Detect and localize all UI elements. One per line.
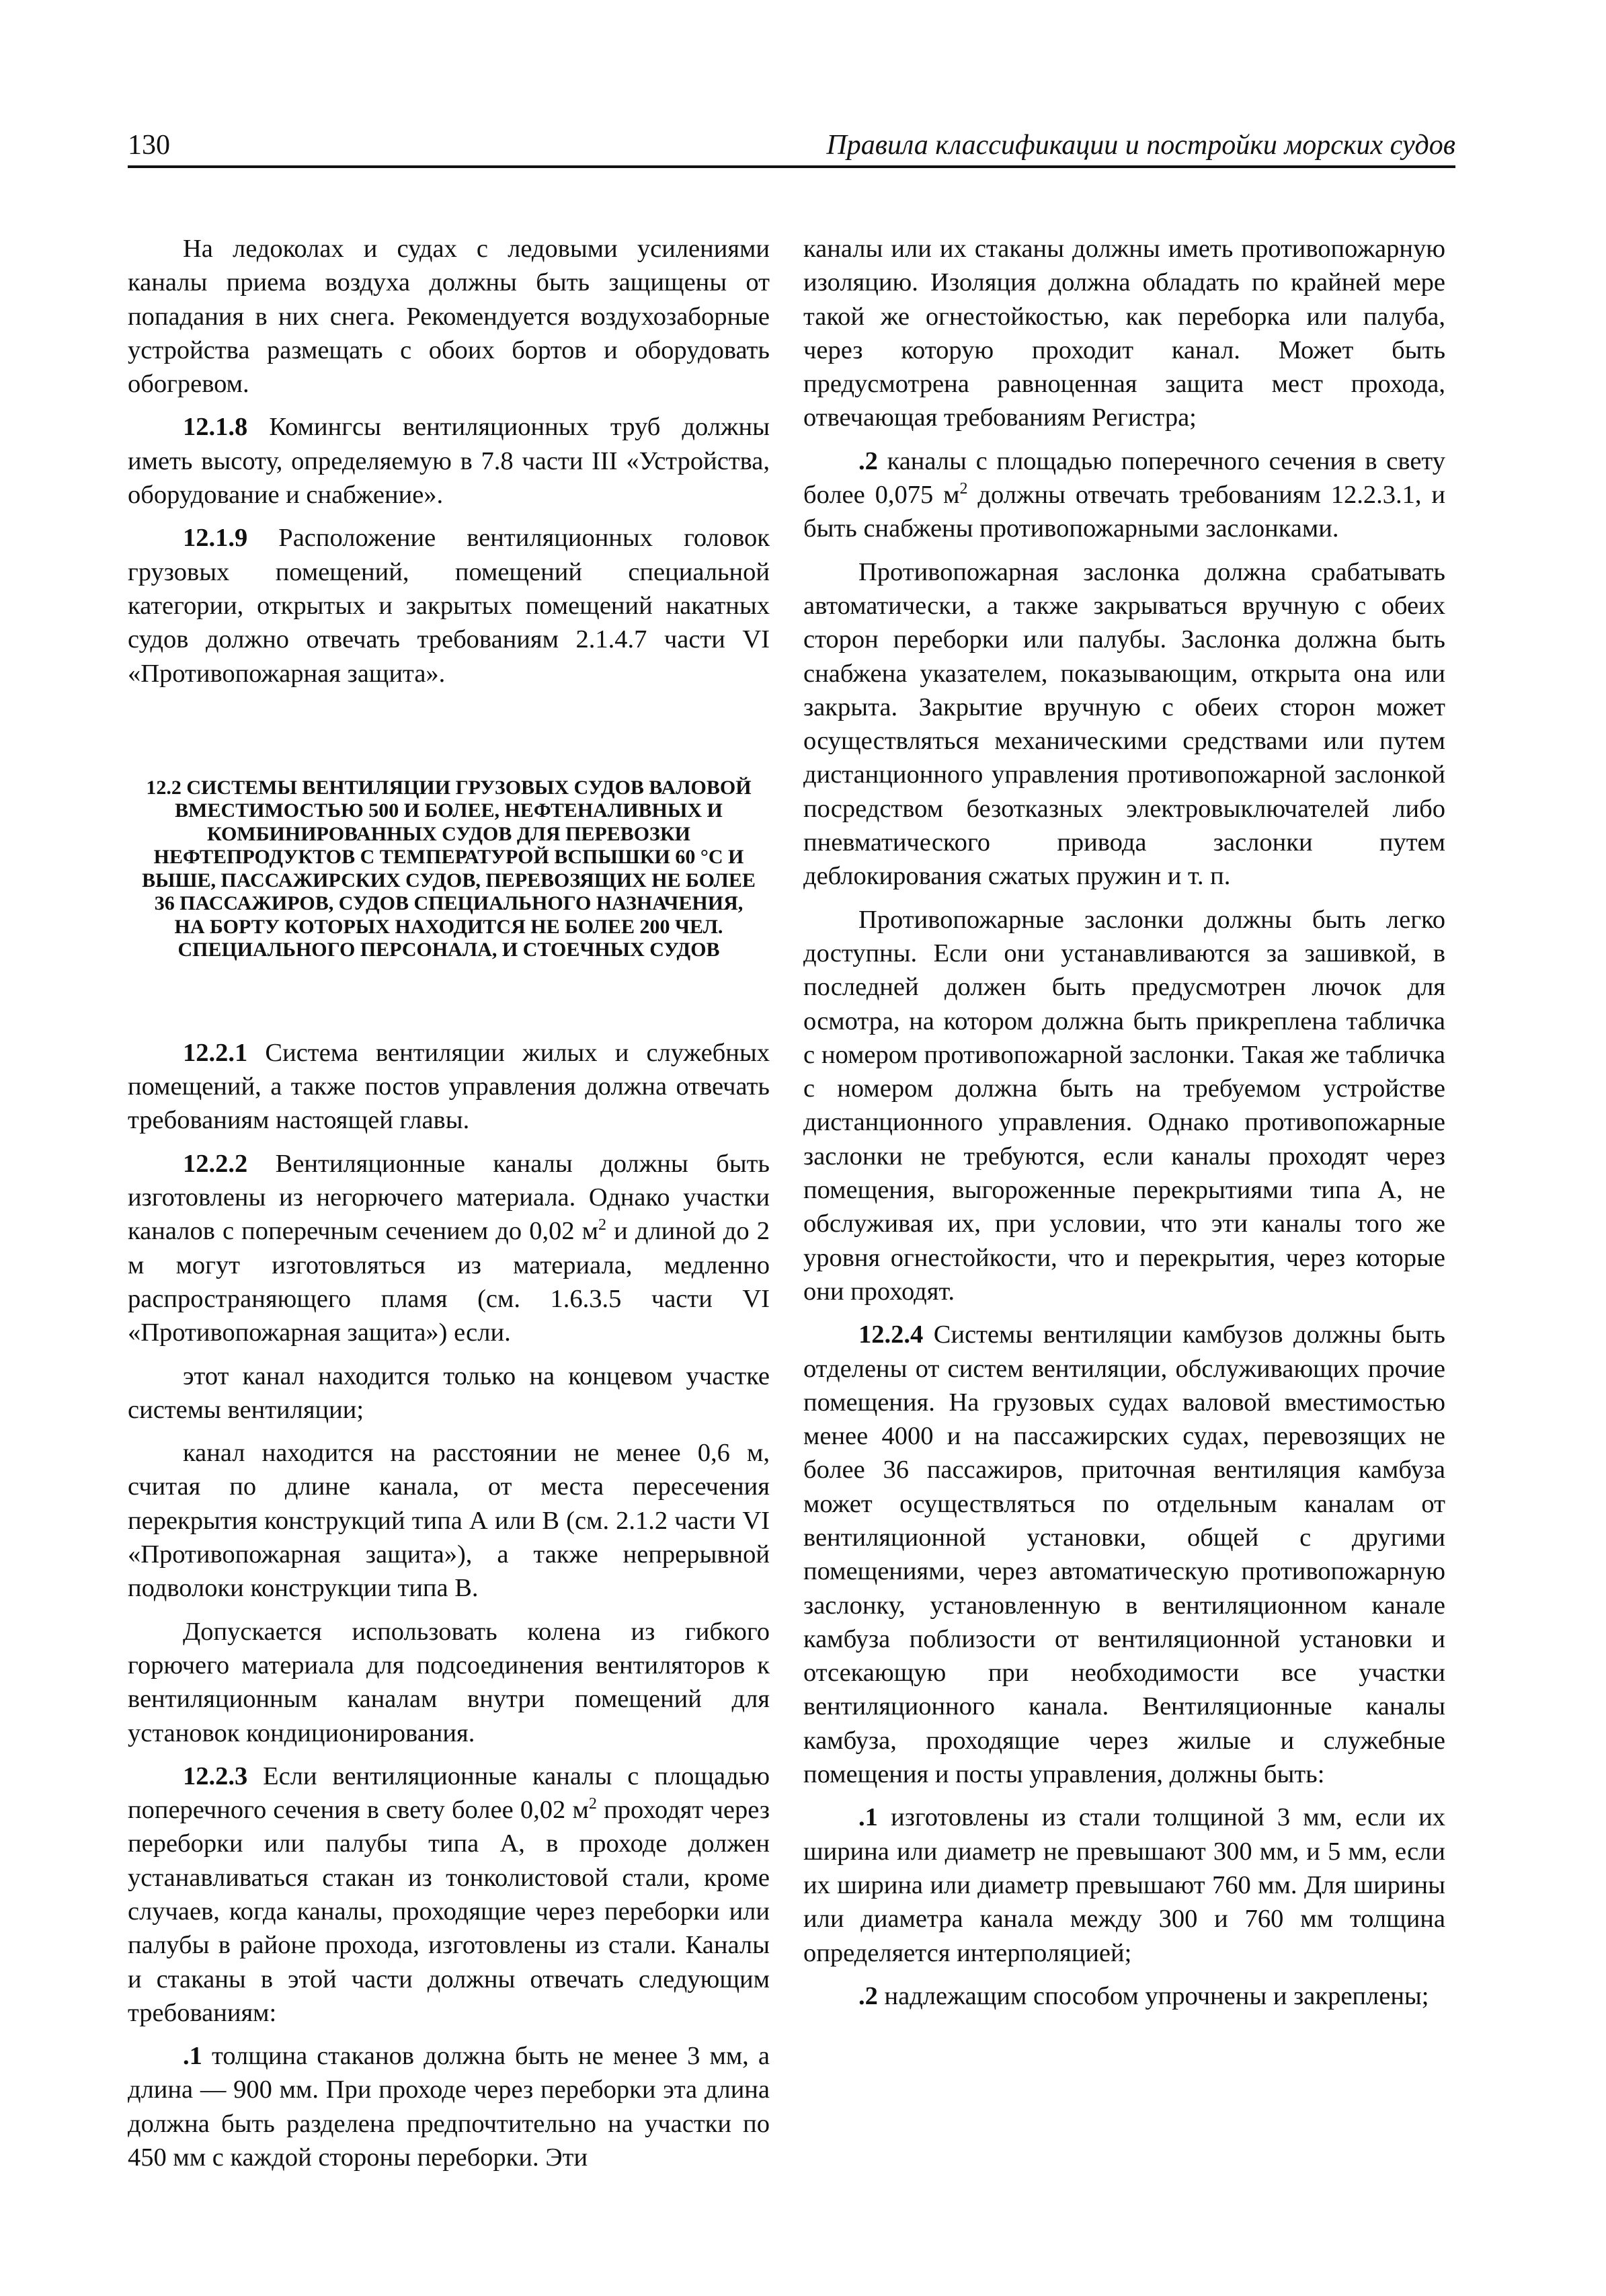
clause-12-2-2: 12.2.2 Вентиляционные каналы должны быть изготовлены из негорючего материала. Однако участки каналов с поперечным сечением до 0,02 $м^2$ и длиной до 2 м могут изготовляться из материала, медленно распространяющего пламя (см. 1.6.3.5 части VI «Противопожарная защита») если. — [128, 1149, 770, 1347]
paragraph: канал находится на расстоянии не менее 0,6 м, считая по длине канала, от места пересечения перекрытия конструкций типа А или В (см. 2.1.2 части VI «Противопожарная защита»), а также непрерывной подволоки конструкции типа В. — [128, 1439, 770, 1603]
list-item: .1 толщина стаканов должна быть не менее 3 мм, а длина — 900 мм. При проходе через переборки эта длина должна быть разделена предпочтительно на участки по 450 мм с каждой стороны переборки. Эти — [128, 2042, 770, 2172]
list-item: .2 каналы с площадью поперечного сечения в свету более 0,075 $м^2$ должны отвечать требованиям 12.2.3.1, и быть снабжены противопожарными заслонками. — [803, 446, 1445, 543]
paragraph: На ледоколах и судах с ледовыми усилениями каналы приема воздуха должны быть защищены от попадания в них снега. Рекомендуется воздухозаборные устройства размещать с обоих бортов и оборудовать обогревом. — [128, 235, 770, 399]
item-number: .2 — [858, 446, 878, 475]
clause-number: 12.2.4 — [858, 1320, 924, 1349]
paragraph: Противопожарные заслонки должны быть легко доступны. Если они устанавливаются за зашивкой, в последней должен быть предусмотрен лючок для осмотра, на котором должна быть прикреплена табличка с номером противопожарной заслонки. Такая же табличка с номером должна быть на требуемом устройстве дистанционного управления. Однако противопожарные заслонки не требуются, если каналы проходят через помещения, выгороженные перекрытиями типа А, не обслуживая их, при условии, что эти каналы того же уровня огнестойкости, что и перекрытия, через которые они проходят. — [803, 905, 1445, 1306]
clause-number: 12.1.8 — [183, 413, 248, 442]
paragraph: Допускается использовать колена из гибкого горючего материала для подсоединения вентиляторов к вентиляционным каналам внутри помещений для установок кондиционирования. — [128, 1617, 770, 1747]
running-title: Правила классификации и постройки морских судов — [826, 130, 1455, 161]
left-column — [128, 232, 770, 2184]
paragraph: Противопожарная заслонка должна срабатывать автоматически, а также закрываться вручную с обеих сторон переборки или палубы. Заслонка должна быть снабжена указателем, показывающим, открыта она или закрыта. Закрытие вручную с обеих сторон может осуществляться механическими средствами или путем дистанционного управления противопожарной заслонкой посредством безотказных электровыключателей либо пневматического привода заслонки путем деблокирования сжатых пружин и т. п. — [803, 557, 1445, 891]
paragraph: каналы или их стаканы должны иметь противопожарную изоляцию. Изоляция должна обладать по крайней мере такой же огнестойкостью, как переборка или палуба, через которую проходит канал. Может быть предусмотрена равноценная защита мест прохода, отвечающая требованиям Регистра; — [803, 235, 1445, 432]
paragraph: этот канал находится только на концевом участке системы вентиляции; — [128, 1361, 770, 1424]
clause-12-1-9: 12.1.9 Расположение вентиляционных головок грузовых помещений, помещений специальной категории, открытых и закрытых помещений накатных судов должно отвечать требованиям 2.1.4.7 части VI «Противопожарная защита». — [128, 524, 770, 688]
list-item: .1 изготовлены из стали толщиной 3 мм, если их ширина или диаметр не превышают 300 мм, и 5 мм, если их ширина или диаметр превышают 760 мм. Для ширины или диаметра канала между 300 и 760 мм толщина определяется интерполяцией; — [803, 1803, 1445, 1967]
item-number: .2 — [858, 1981, 878, 2010]
clause-12-2-3: 12.2.3 Если вентиляционные каналы с площадью поперечного сечения в свету более 0,02 $м^2$ проходят через переборки или палубы типа А, в проходе должен устанавливаться стакан из тонколистовой стали, кроме случаев, когда каналы, проходящие через переборки или палубы в районе прохода, изготовлены из стали. Каналы и стаканы в этой части должны отвечать следующим требованиям: — [128, 1761, 770, 2027]
item-number: .1 — [858, 1803, 878, 1832]
clause-12-1-8: 12.1.8 Комингсы вентиляционных труб должны иметь высоту, определяемую в 7.8 части III «Устройства, оборудование и снабжение». — [128, 413, 770, 510]
clause-number: 12.1.9 — [183, 524, 248, 553]
clause-number: 12.2.2 — [183, 1149, 248, 1178]
clause-12-2-4: 12.2.4 Системы вентиляции камбузов должны быть отделены от систем вентиляции, обслуживающих прочие помещения. На грузовых судах валовой вместимостью менее 4000 и на пассажирских судах, перевозящих не более 36 пассажиров, приточная вентиляция камбуза может осуществляться по отдельным каналам от вентиляционной установки, общей с другими помещениями, через автоматическую противопожарную заслонку, установленную в вентиляционном канале камбуза поблизости от вентиляционной установки и отсекающую при необходимости все участки вентиляционного канала. Вентиляционные каналы камбуза, проходящие через жилые и служебные помещения и посты управления, должны быть: — [803, 1320, 1445, 1789]
list-item: .2 надлежащим способом упрочнены и закреплены; — [858, 1981, 1429, 2010]
clause-number: 12.2.1 — [183, 1038, 248, 1067]
clause-number: 12.2.3 — [183, 1761, 248, 1790]
section-heading-12-2: 12.2 СИСТЕМЫ ВЕНТИЛЯЦИИ ГРУЗОВЫХ СУДОВ ВАЛОВОЙ ВМЕСТИМОСТЬЮ 500 И БОЛЕЕ, НЕФТЕНАЛИВНЫХ И КОМБИНИРОВАННЫХ СУДОВ ДЛЯ ПЕРЕВОЗКИ НЕФТЕПРОДУКТОВ С ТЕМПЕРАТУРОЙ ВСПЫШКИ 60 °С И ВЫШЕ, ПАССАЖИРСКИХ СУДОВ, ПЕРЕВОЗЯЩИХ НЕ БОЛЕЕ 36 ПАССАЖИРОВ, СУДОВ СПЕЦИАЛЬНОГО НАЗНАЧЕНИЯ, НА БОРТУ КОТОРЫХ НАХОДИТСЯ НЕ БОЛЕЕ 200 ЧЕЛ. СПЕЦИАЛЬНОГО ПЕРСОНАЛА, И СТОЕЧНЫХ СУДОВ — [142, 776, 756, 961]
clause-12-2-1: 12.2.1 Система вентиляции жилых и служебных помещений, а также постов управления должна отвечать требованиям настоящей главы. — [128, 1038, 770, 1135]
item-number: .1 — [183, 2042, 202, 2071]
page-number: 130 — [128, 130, 170, 161]
right-column — [803, 232, 1445, 2022]
page-header — [128, 120, 1455, 168]
